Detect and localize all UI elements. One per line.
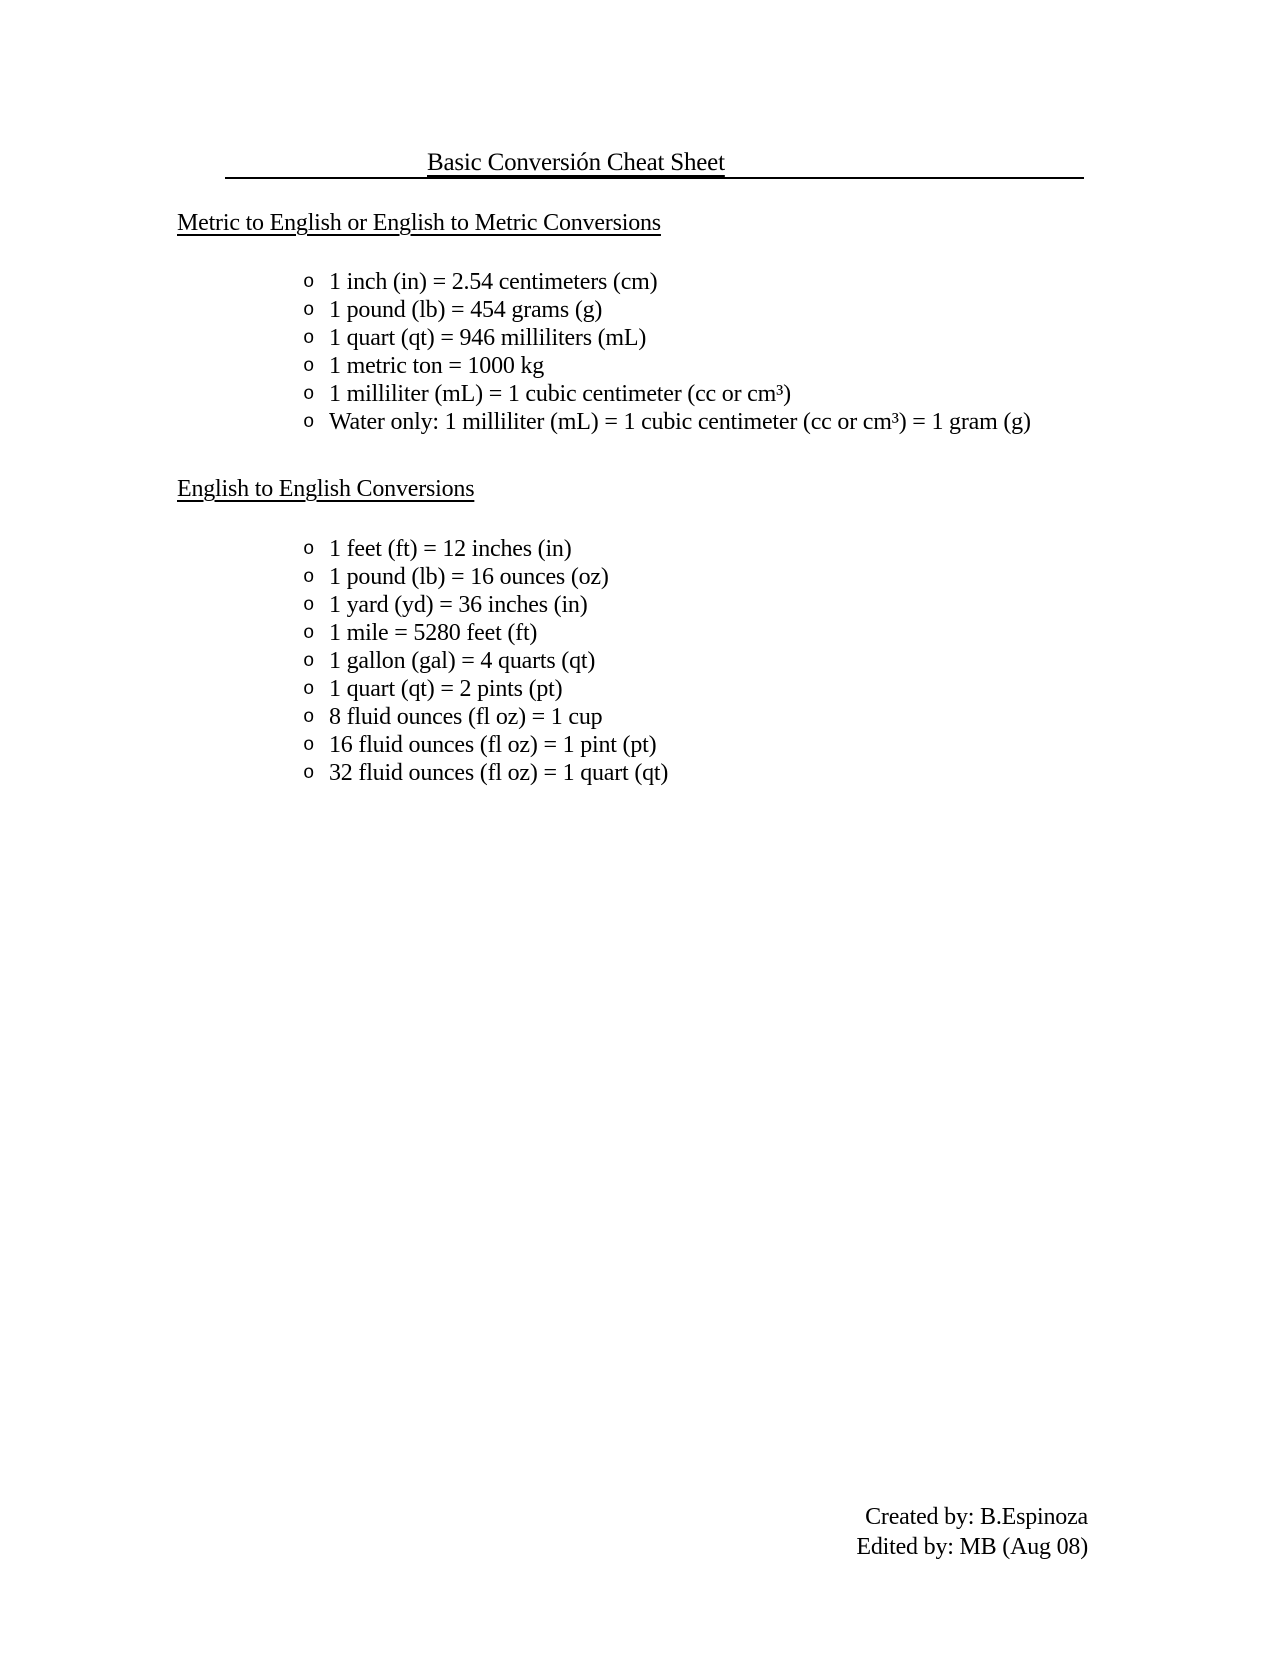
bullet-icon: o	[303, 271, 315, 293]
list-item	[303, 647, 668, 675]
title-underscore-line	[225, 149, 1084, 179]
list-item	[303, 324, 1031, 352]
list-item-text: 1 pound (lb) = 454 grams (g)	[329, 297, 603, 323]
list-item	[303, 759, 668, 787]
list-item-text: 1 mile = 5280 feet (ft)	[329, 620, 538, 646]
list-item	[303, 268, 1031, 296]
list-item	[303, 731, 668, 759]
list-item-text: 1 inch (in) = 2.54 centimeters (cm)	[329, 269, 658, 295]
section-heading-metric-to-english: Metric to English or English to Metric Conversions	[177, 210, 661, 236]
footer-credits	[856, 1502, 1088, 1562]
list-item-text: 1 metric ton = 1000 kg	[329, 353, 545, 379]
list-item-text: 1 gallon (gal) = 4 quarts (qt)	[329, 648, 596, 674]
list-item-text: 1 quart (qt) = 2 pints (pt)	[329, 676, 563, 702]
bullet-icon: o	[303, 566, 315, 588]
list-item	[303, 535, 668, 563]
bullet-list-metric-to-english	[303, 268, 1031, 436]
list-item	[303, 563, 668, 591]
list-item-text: 1 quart (qt) = 946 milliliters (mL)	[329, 325, 647, 351]
bullet-icon: o	[303, 355, 315, 377]
bullet-icon: o	[303, 650, 315, 672]
bullet-list-english-to-english	[303, 535, 668, 787]
list-item	[303, 352, 1031, 380]
section-heading-english-to-english: English to English Conversions	[177, 476, 475, 502]
list-item	[303, 408, 1031, 436]
bullet-icon: o	[303, 734, 315, 756]
bullet-icon: o	[303, 299, 315, 321]
bullet-icon: o	[303, 622, 315, 644]
list-item	[303, 591, 668, 619]
list-item-text: 1 pound (lb) = 16 ounces (oz)	[329, 564, 609, 590]
bullet-icon: o	[303, 706, 315, 728]
created-by-line: Created by: B.Espinoza	[865, 1504, 1088, 1530]
bullet-icon: o	[303, 383, 315, 405]
list-item	[303, 619, 668, 647]
list-item-text: 1 milliliter (mL) = 1 cubic centimeter (cc or cm³)	[329, 381, 791, 407]
bullet-icon: o	[303, 762, 315, 784]
list-item-text: Water only: 1 milliliter (mL) = 1 cubic centimeter (cc or cm³) = 1 gram (g)	[329, 409, 1031, 435]
list-item-text: 1 feet (ft) = 12 inches (in)	[329, 536, 572, 562]
bullet-icon: o	[303, 327, 315, 349]
edited-by-line: Edited by: MB (Aug 08)	[856, 1534, 1088, 1560]
list-item-text: 16 fluid ounces (fl oz) = 1 pint (pt)	[329, 732, 657, 758]
bullet-icon: o	[303, 678, 315, 700]
bullet-icon: o	[303, 538, 315, 560]
list-item	[303, 703, 668, 731]
list-item	[303, 296, 1031, 324]
bullet-icon: o	[303, 594, 315, 616]
bullet-icon: o	[303, 411, 315, 433]
page-title: Basic Conversión Cheat Sheet	[427, 149, 725, 176]
list-item	[303, 675, 668, 703]
list-item-text: 8 fluid ounces (fl oz) = 1 cup	[329, 704, 603, 730]
list-item-text: 1 yard (yd) = 36 inches (in)	[329, 592, 588, 618]
list-item	[303, 380, 1031, 408]
list-item-text: 32 fluid ounces (fl oz) = 1 quart (qt)	[329, 760, 669, 786]
